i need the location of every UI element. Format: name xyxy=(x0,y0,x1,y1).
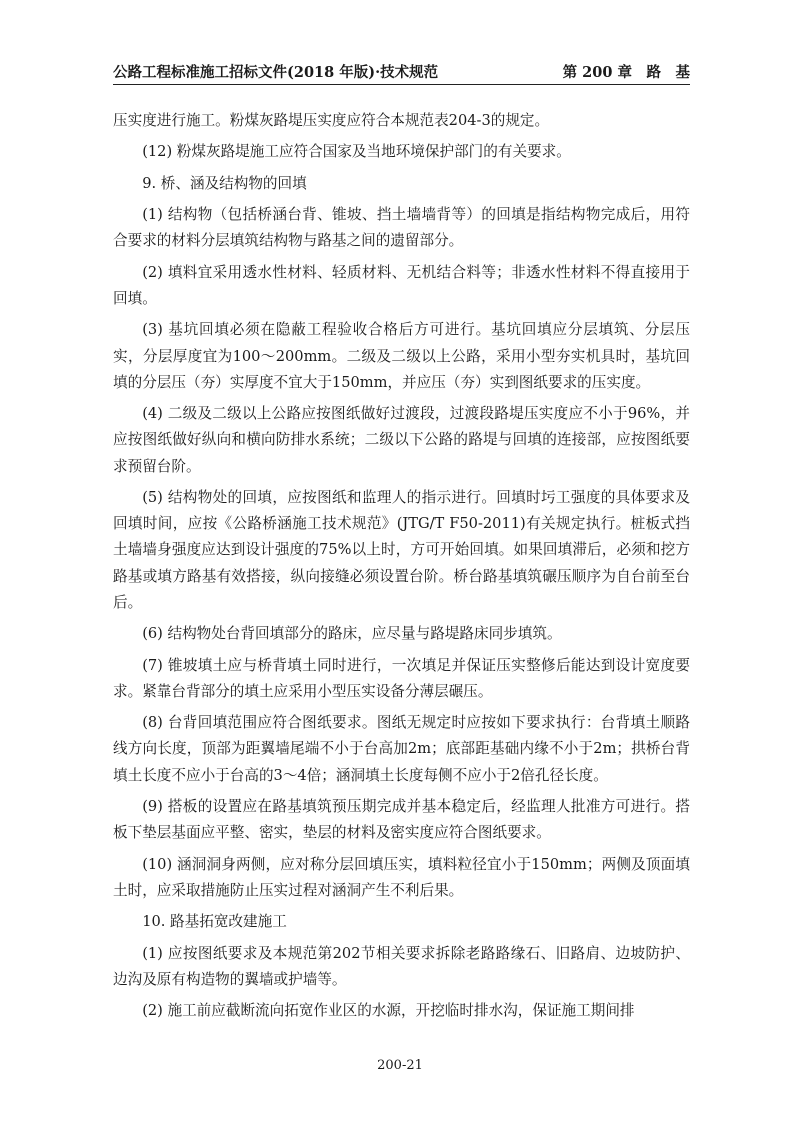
section-heading: 9. 桥、涵及结构物的回填 xyxy=(142,174,307,192)
running-header xyxy=(113,56,690,82)
page-body xyxy=(113,108,690,1030)
header-document-title: 公路工程标准施工招标文件(2018 年版)·技术规范 xyxy=(113,64,439,81)
paragraph: (1) 应按图纸要求及本规范第202节相关要求拆除老路路缘石、旧路肩、边坡防护、边沟及原有构造物的翼墙或护墙等。 xyxy=(113,944,690,988)
paragraph: (12) 粉煤灰路堤施工应符合国家及当地环境保护部门的有关要求。 xyxy=(142,143,571,161)
paragraph: (1) 结构物（包括桥涵台背、锥坡、挡土墙墙背等）的回填是指结构物完成后，用符合要求的材料分层填筑结构物与路基之间的遗留部分。 xyxy=(113,206,690,250)
paragraph: (4) 二级及二级以上公路应按图纸做好过渡段，过渡段路堤压实度应不小于96%，并应按图纸做好纵向和横向防排水系统；二级以下公路的路堤与回填的连接部，应按图纸要求预留台阶。 xyxy=(113,405,690,475)
paragraph: (8) 台背回填范围应符合图纸要求。图纸无规定时应按如下要求执行：台背填土顺路线方向长度，顶部为距翼墙尾端不小于台高加2m；底部距基础内缘不小于2m；拱桥台背填土长度不应小于台高的3～4倍；涵洞填土长度每侧不应小于2倍孔径长度。 xyxy=(113,714,690,784)
paragraph: (5) 结构物处的回填，应按图纸和监理人的指示进行。回填时圬工强度的具体要求及回填时间，应按《公路桥涵施工技术规范》(JTG/T F50-2011)有关规定执行。桩板式挡土墙墙身强度应达到设计强度的75%以上时，方可开始回填。如果回填滞后，必须和挖方路基或填方路基有效搭接，纵向接缝必须设置台阶。桥台路基填筑碾压顺序为自台前至台后。 xyxy=(113,488,690,611)
page-number: 200-21 xyxy=(377,1058,423,1073)
paragraph: (7) 锥坡填土应与桥背填土同时进行，一次填足并保证压实整修后能达到设计宽度要求。紧靠台背部分的填土应采用小型压实设备分薄层碾压。 xyxy=(113,656,690,700)
paragraph: 压实度进行施工。粉煤灰路堤压实度应符合本规范表204-3的规定。 xyxy=(113,112,550,129)
paragraph: (9) 搭板的设置应在路基填筑预压期完成并基本稳定后，经监理人批准方可进行。搭板下垫层基面应平整、密实，垫层的材料及密实度应符合图纸要求。 xyxy=(113,797,690,842)
header-divider xyxy=(113,84,690,85)
paragraph: (2) 施工前应截断流向拓宽作业区的水源，开挖临时排水沟，保证施工期间排 xyxy=(142,1002,635,1020)
paragraph: (2) 填料宜采用透水性材料、轻质材料、无机结合料等；非透水性材料不得直接用于回填。 xyxy=(113,263,690,307)
paragraph: (6) 结构物处台背回填部分的路床，应尽量与路堤路床同步填筑。 xyxy=(142,625,562,643)
section-heading: 10. 路基拓宽改建施工 xyxy=(142,913,287,931)
paragraph: (3) 基坑回填必须在隐蔽工程验收合格后方可进行。基坑回填应分层填筑、分层压实，分层厚度宜为100～200mm。二级及二级以上公路，采用小型夯实机具时，基坑回填的分层压（夯）实厚度不宜大于150mm，并应压（夯）实到图纸要求的压实度。 xyxy=(113,321,690,391)
header-chapter-title: 第 200 章 路 基 xyxy=(562,64,690,81)
paragraph: (10) 涵洞洞身两侧，应对称分层回填压实，填料粒径宜小于150mm；两侧及顶面填土时，应采取措施防止压实过程对涵洞产生不利后果。 xyxy=(113,855,690,899)
